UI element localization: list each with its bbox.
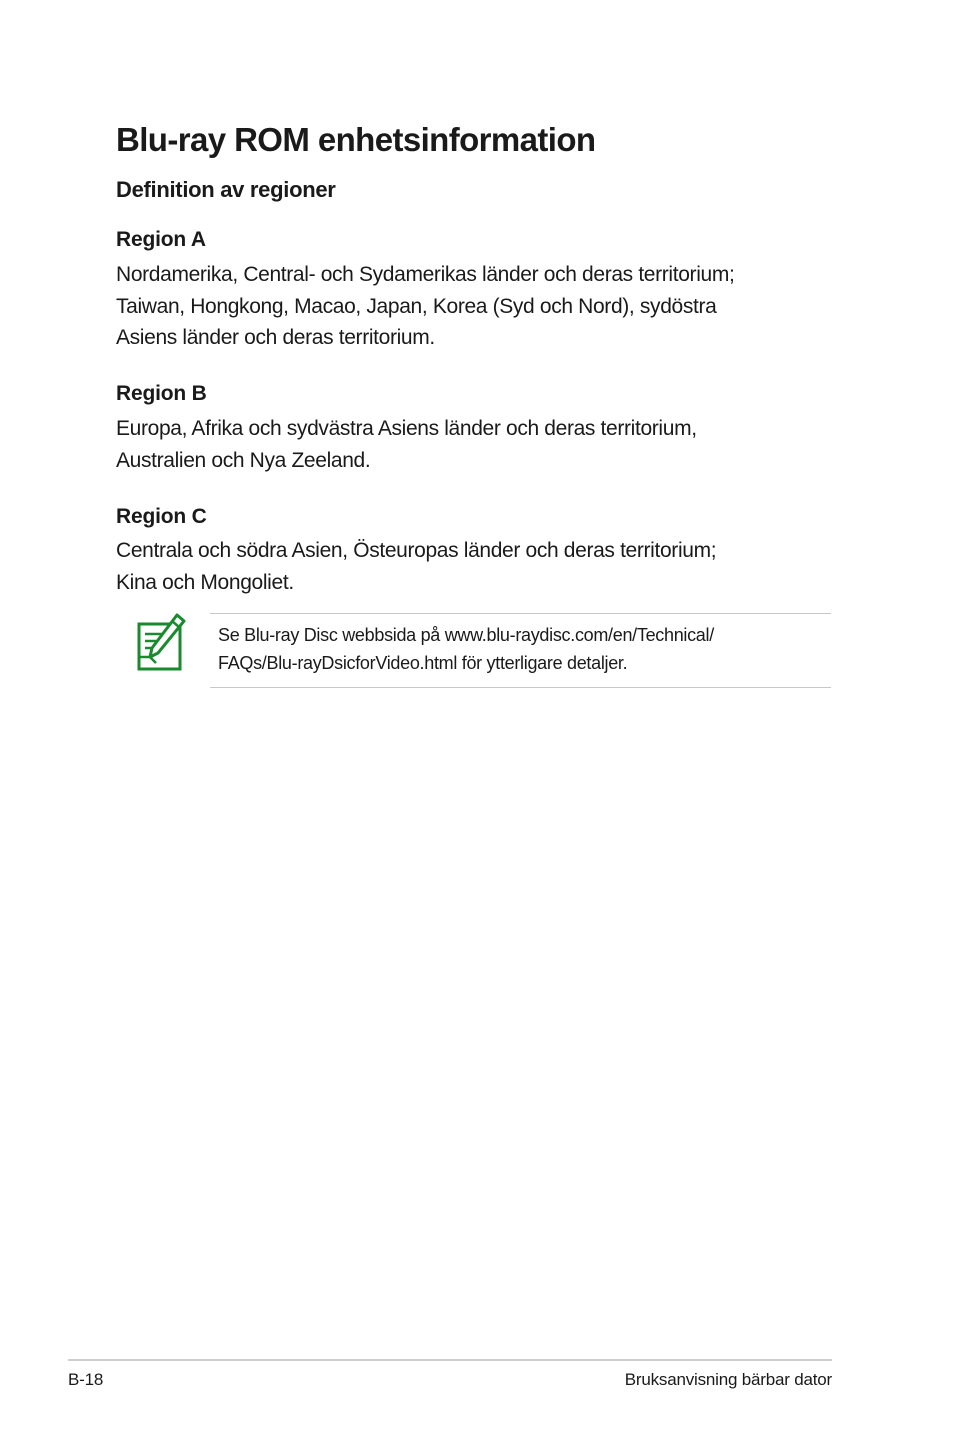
region-c-line: Centrala och södra Asien, Östeuropas länder och deras territorium;: [116, 539, 717, 562]
region-b-description: [116, 413, 697, 476]
manual-title: Bruksanvisning bärbar dator: [624, 1370, 832, 1389]
note-box: [210, 613, 831, 688]
region-a-line: Nordamerika, Central- och Sydamerikas länder och deras territorium;: [116, 263, 735, 286]
region-b-heading: Region B: [116, 382, 207, 405]
region-b-line: Australien och Nya Zeeland.: [116, 448, 371, 472]
note-pencil-icon: [136, 613, 186, 671]
footer-divider: [68, 1359, 832, 1361]
region-c-description: [116, 535, 716, 598]
region-a-line: Taiwan, Hongkong, Macao, Japan, Korea (Syd och Nord), sydöstra: [116, 294, 717, 318]
note-text: [218, 621, 714, 677]
region-b-line: Europa, Afrika och sydvästra Asiens länder och deras territorium,: [116, 417, 697, 440]
page-number: B-18: [68, 1370, 104, 1389]
note-line: Se Blu-ray Disc webbsida på www.blu-raydisc.com/en/Technical/: [218, 625, 714, 645]
region-a-description: [116, 259, 734, 354]
region-c-line: Kina och Mongoliet.: [116, 570, 294, 594]
page-title: Blu-ray ROM enhetsinformation: [116, 121, 596, 158]
section-title: Definition av regioner: [116, 177, 336, 202]
region-a-line: Asiens länder och deras territorium.: [116, 326, 435, 349]
region-a-heading: Region A: [116, 228, 206, 251]
region-c-heading: Region C: [116, 505, 207, 528]
note-line: FAQs/Blu-rayDsicforVideo.html för ytterligare detaljer.: [218, 653, 628, 673]
